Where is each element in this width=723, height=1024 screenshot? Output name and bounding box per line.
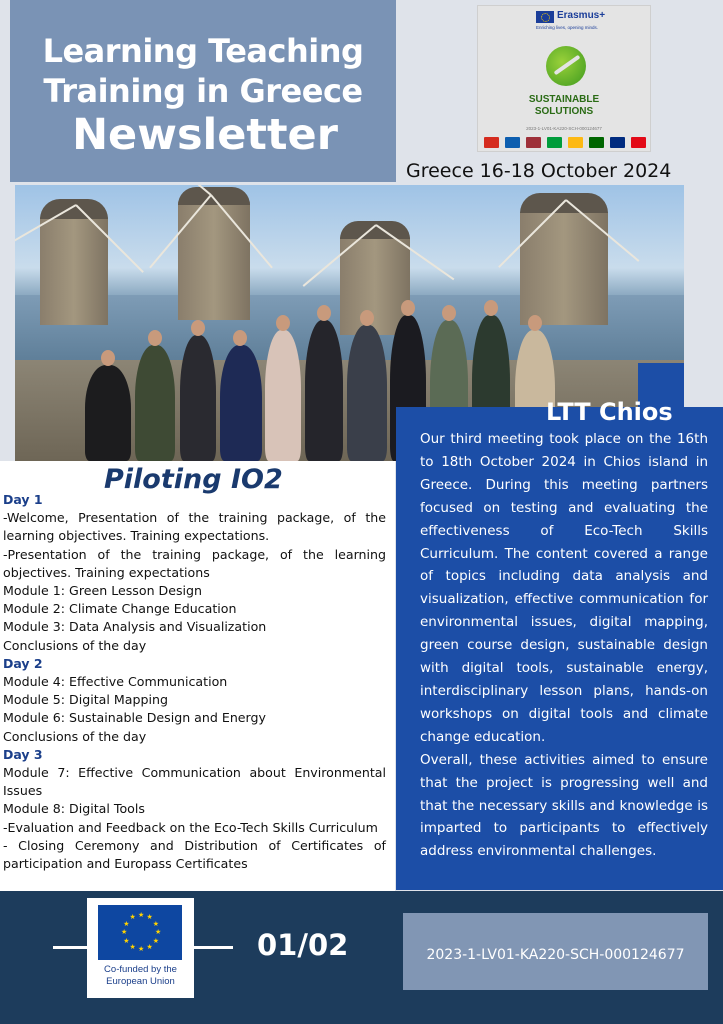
leaf-logo-icon (546, 46, 586, 86)
person-head (101, 350, 115, 366)
agenda-title: Piloting IO2 (104, 464, 283, 495)
footer-divider (193, 946, 233, 949)
partner-flag-icon (526, 137, 541, 148)
agenda-item: Conclusions of the day (3, 728, 147, 744)
partner-flag-icon (631, 137, 646, 148)
day-label: Day 2 (3, 655, 43, 671)
agenda-item: -Evaluation and Feedback on the Eco-Tech Skills Curriculum (3, 819, 378, 835)
partner-flag-icon (589, 137, 604, 148)
person (347, 325, 387, 461)
agenda-item: -Presentation of the training package, of the learning objectives. Training expectations (3, 546, 386, 580)
partner-flag-icon (547, 137, 562, 148)
partner-flags (484, 137, 646, 149)
windmill-roof (40, 199, 108, 219)
person-head (442, 305, 456, 321)
partner-flag-icon (505, 137, 520, 148)
eu-star-icon: ★ (146, 942, 153, 951)
eu-star-icon: ★ (129, 942, 136, 951)
eu-star-icon: ★ (129, 913, 136, 922)
person-head (276, 315, 290, 331)
logo-project-code: 2023-1-LV01-KA220-SCH-000124677 (526, 126, 602, 131)
project-code: 2023-1-LV01-KA220-SCH-000124677 (426, 947, 685, 963)
ltt-paragraph-2: Overall, these activities aimed to ensure that the project is progressing well and that the necessary skills and knowledge is imparted to participants to effectively address environmental challenges. (420, 751, 708, 860)
day-label: Day 1 (3, 492, 43, 507)
ltt-paragraph-1: Our third meeting took place on the 16th to 18th October 2024 in Chios island in Greece. During this meeting partners focused on testing and evaluating the effectiveness of Eco-Tech Skills Curriculum. The content covered a range of topics including data analysis and visualization, effective communication for environmental issues, digital mapping, green course design, sustainable design with digital tools, sustainable energy, interdisciplinary lesson plans, hands-on workshops on digital tools and climate change education. (420, 431, 708, 745)
person (85, 365, 131, 461)
cofunded-text (87, 964, 194, 988)
project-logo (477, 5, 651, 152)
project-code-box (403, 913, 708, 990)
eu-star-icon: ★ (138, 945, 145, 953)
agenda-item: Module 3: Data Analysis and Visualization (3, 619, 267, 635)
person (305, 320, 343, 461)
person-head (401, 300, 415, 316)
eu-star-icon: ★ (138, 911, 145, 919)
person-head (528, 315, 542, 331)
person-head (148, 330, 162, 346)
agenda-item: Module 7: Effective Communication about Environmental Issues (3, 765, 386, 799)
person (135, 345, 175, 461)
agenda-item: Module 8: Digital Tools (3, 801, 145, 817)
partner-flag-icon (568, 137, 583, 148)
eu-star-icon: ★ (121, 928, 128, 936)
logo-name-line1: SUSTAINABLE (528, 94, 600, 105)
eu-star-icon: ★ (146, 913, 153, 922)
agenda-item: - Closing Ceremony and Distribution of Certificates of participation and Europass Certificates (3, 837, 386, 872)
windmill-roof (178, 187, 250, 205)
eu-star-icon: ★ (123, 936, 130, 945)
partner-flag-icon (610, 137, 625, 148)
agenda-item: Module 4: Effective Communication (3, 674, 228, 690)
eu-star-icon: ★ (152, 936, 159, 945)
title-block (10, 0, 396, 182)
event-date: Greece 16-18 October 2024 (406, 160, 672, 182)
agenda-item: Module 6: Sustainable Design and Energy (3, 710, 266, 726)
day-label: Day 3 (3, 746, 43, 762)
title-newsletter: Newsletter (72, 110, 338, 160)
logo-name-line2: SOLUTIONS (534, 106, 594, 117)
agenda-item: Module 5: Digital Mapping (3, 692, 168, 708)
eu-star-icon: ★ (152, 919, 159, 928)
eu-star-icon: ★ (123, 919, 130, 928)
erasmus-label: Erasmus+ (557, 10, 606, 21)
erasmus-tagline: Enriching lives, opening minds. (536, 25, 599, 30)
person-head (191, 320, 205, 336)
title-line-2: Training in Greece (43, 72, 363, 110)
cofunded-line2: European Union (106, 976, 175, 987)
eu-flag-icon (536, 11, 554, 23)
title-line-1: Learning Teaching (42, 32, 364, 70)
person-head (360, 310, 374, 326)
person-head (484, 300, 498, 316)
agenda-item: Module 2: Climate Change Education (3, 601, 237, 617)
ltt-title: LTT Chios (546, 398, 673, 426)
person (265, 330, 301, 461)
person-head (317, 305, 331, 321)
person-head (233, 330, 247, 346)
person (180, 335, 216, 461)
agenda-list (3, 491, 386, 873)
page-number: 01/02 (257, 928, 349, 962)
agenda-item: Module 1: Green Lesson Design (3, 583, 203, 599)
agenda-item: Conclusions of the day (3, 637, 147, 653)
cofunded-line1: Co-funded by the (104, 964, 177, 975)
partner-flag-icon (484, 137, 499, 148)
eu-cofunded-logo (87, 898, 194, 998)
agenda-item: -Welcome, Presentation of the training package, of the learning objectives. Training expectations. (3, 510, 386, 544)
person (220, 345, 262, 461)
eu-star-icon: ★ (155, 928, 162, 936)
eu-flag-icon (98, 905, 182, 960)
ltt-description (420, 428, 708, 863)
